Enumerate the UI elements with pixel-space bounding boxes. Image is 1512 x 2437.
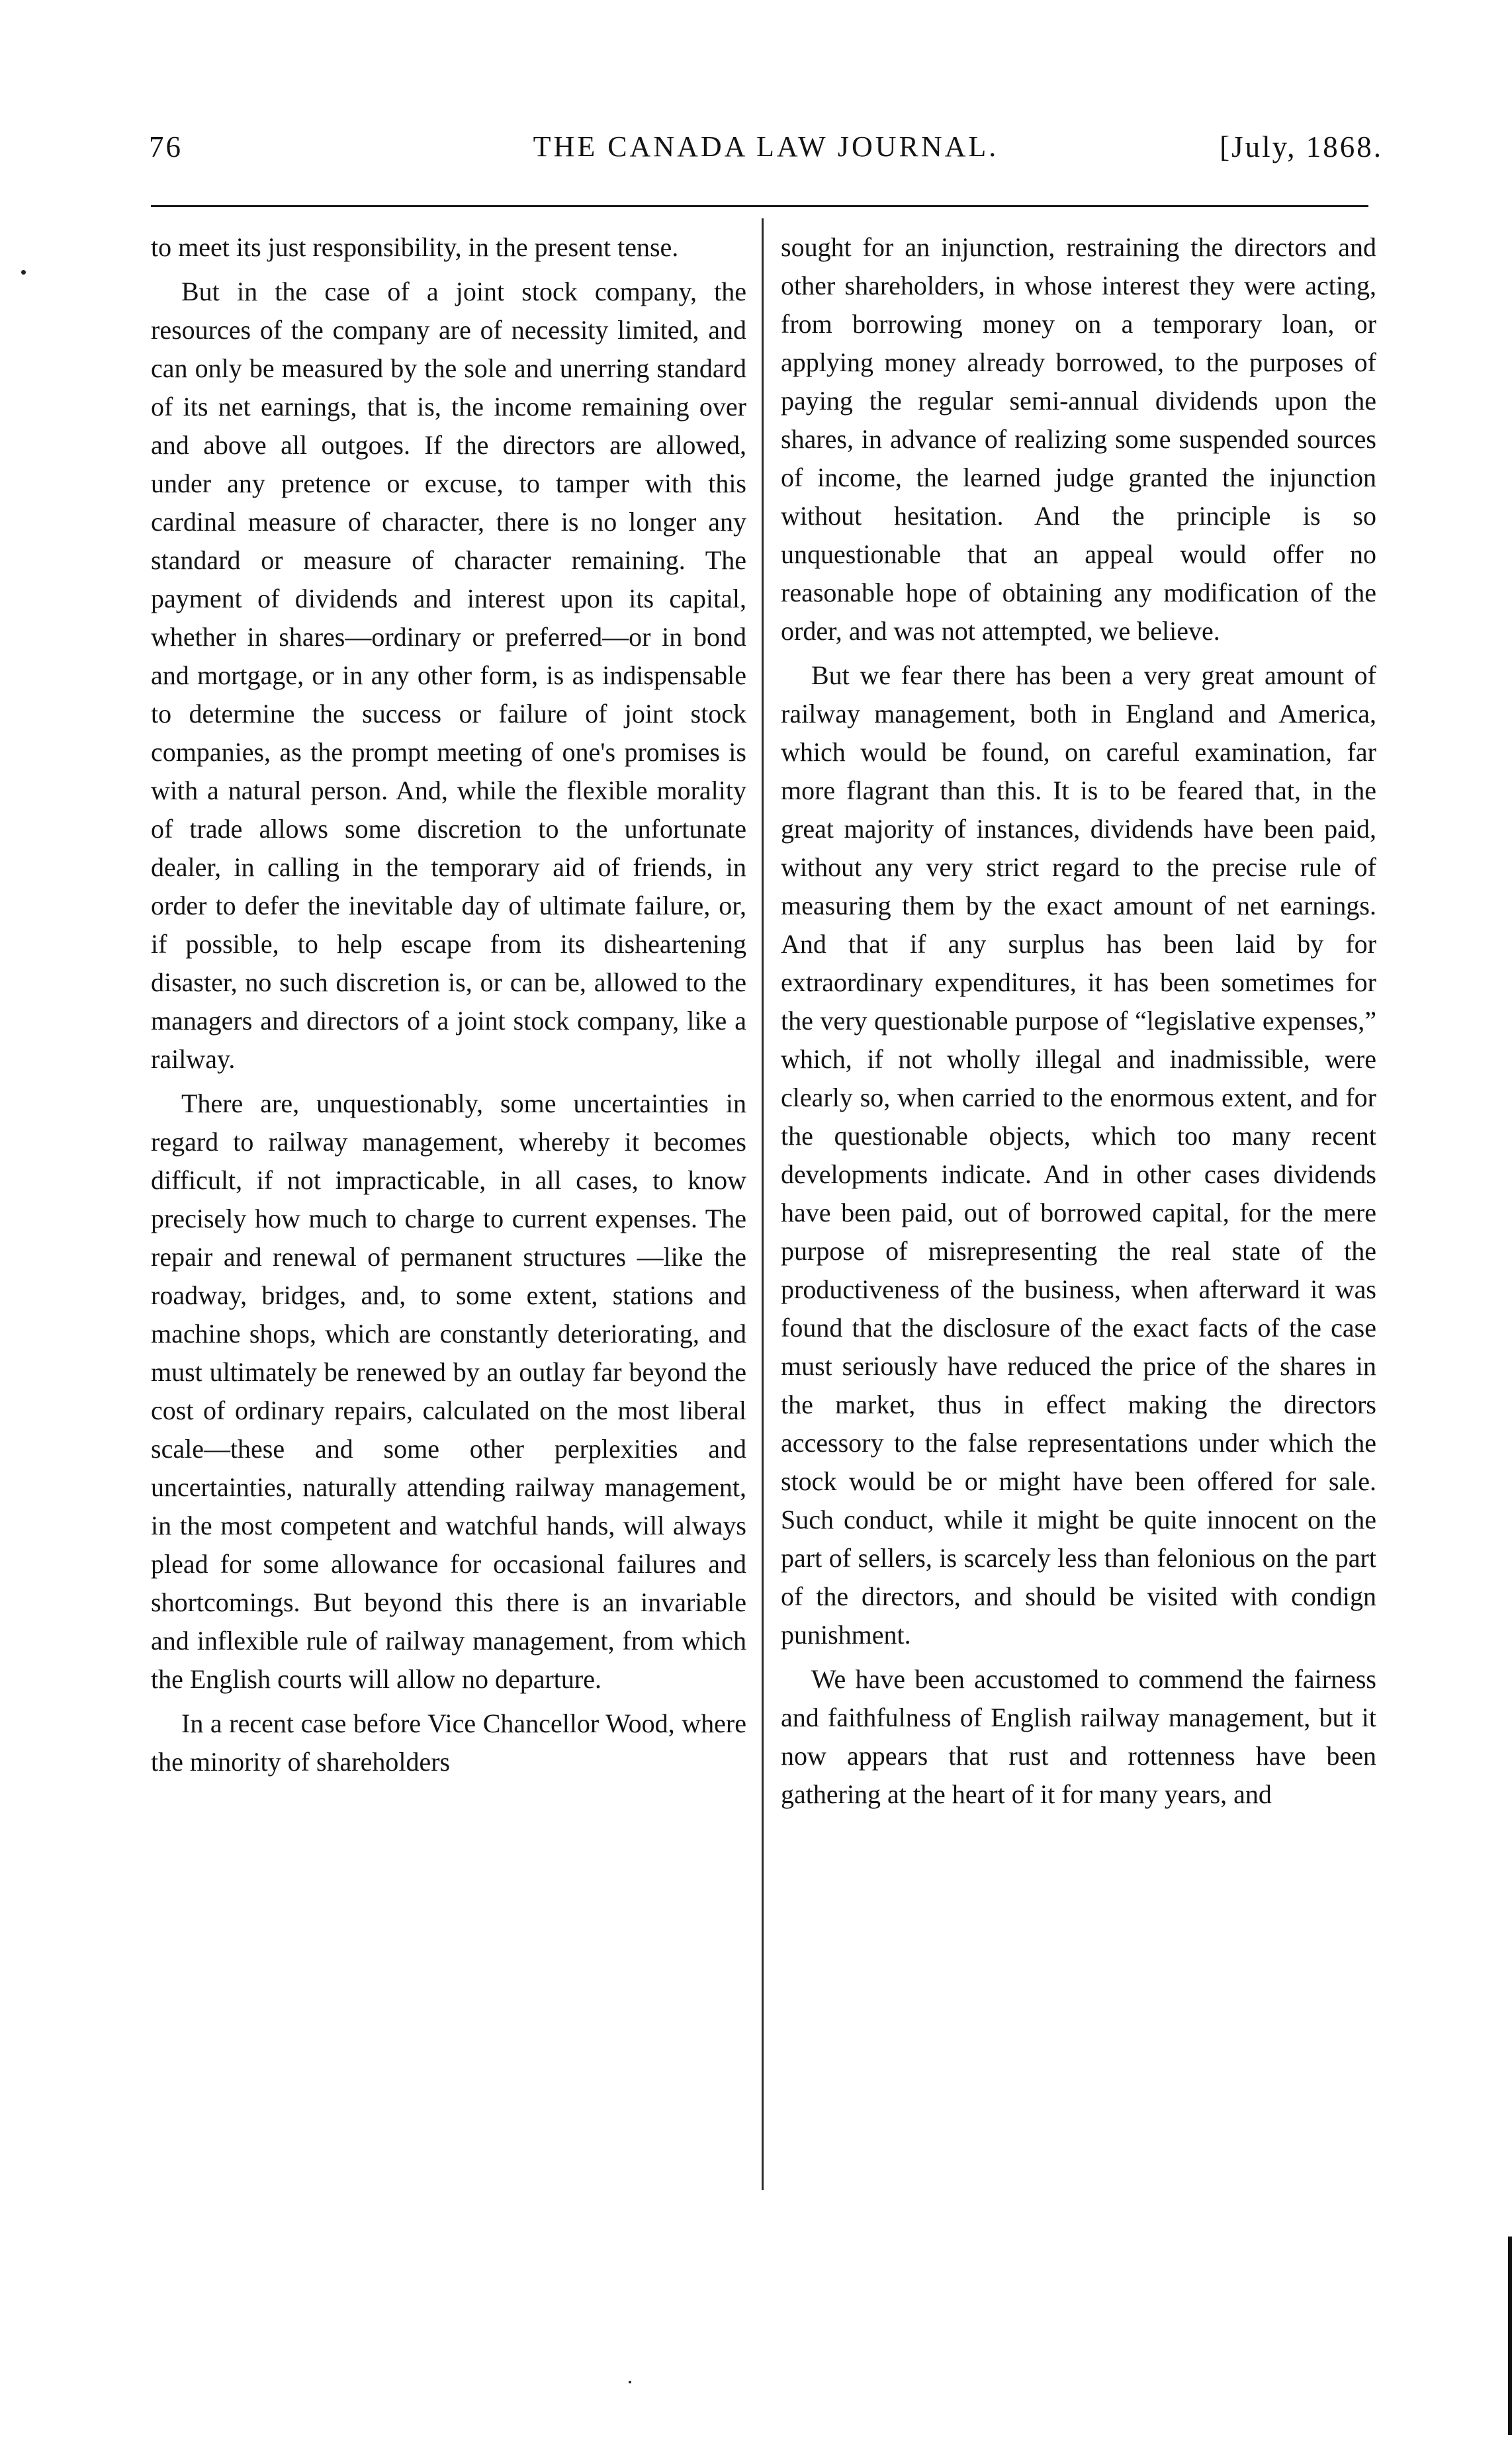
right-paragraph-1: sought for an injunction, restraining the directors and other shareholders, in whose interest they were acting, from borrowing money on a temporary loan, or applying money already borrowed, to the purposes of paying the regular semi-annual dividends upon the shares, in advance of realizing some suspended sources of income, the learned judge granted the injunction without hesitation. And the principle is so unquestionable that an appeal would offer no reasonable hope of obtaining any modification of the order, and was not attempted, we believe. [781,232,1376,646]
left-paragraph-1: to meet its just responsibility, in the present tense. [151,232,679,262]
page-number: 76 [149,130,183,163]
journal-title: THE CANADA LAW JOURNAL. [533,130,999,163]
left-paragraph-4: In a recent case before Vice Chancellor Wood, where the minority of shareholders [151,1708,746,1777]
right-paragraph-3: We have been accustomed to commend the fairness and faithfulness of English railway management, but it now appears that rust and rottenness have been gathering at the heart of it for many years, and [781,1664,1376,1809]
left-paragraph-3: There are, unquestionably, some uncertainties in regard to railway management, whereby it becomes difficult, if not impracticable, in all cases, to know precisely how much to charge to current expenses. The repair and renewal of permanent structures —like the roadway, bridges, and, to some extent, stations and machine shops, which are constantly deteriorating, and must ultimately be renewed by an outlay far beyond the cost of ordinary repairs, calculated on the most liberal scale—these and some other perplexities and uncertainties, naturally attending railway management, in the most competent and watchful hands, will always plead for some allowance for occasional failures and shortcomings. But beyond this there is an invariable and inflexible rule of railway management, from which the English courts will allow no departure. [151,1088,746,1694]
column-divider [762,218,764,2190]
print-speck [629,2381,631,2383]
right-column [781,228,1376,1820]
print-speck [21,270,26,275]
page-header [149,130,1383,176]
left-column [151,228,746,1787]
right-paragraph-2: But we fear there has been a very great amount of railway management, both in England and America, which would be found, on careful examination, far more flagrant than this. It is to be feared that, in the great majority of instances, dividends have been paid, without any very strict regard to the precise rule of measuring them by the exact amount of net earnings. And that if any surplus has been laid by for extraordinary expenditures, it has been sometimes for the very questionable purpose of “legislative expenses,” which, if not wholly illegal and inadmissible, were clearly so, when carried to the enormous extent, and for the questionable objects, which too many recent developments indicate. And in other cases dividends have been paid, out of borrowed capital, for the mere purpose of misrepresenting the real state of the productiveness of the business, when afterward it was found that the disclosure of the exact facts of the case must seriously have reduced the price of the shares in the market, thus in effect making the directors accessory to the false representations under which the stock would be or might have been offered for sale. Such conduct, while it might be quite innocent on the part of sellers, is scarcely less than felonious on the part of the directors, and should be visited with condign punishment. [781,660,1376,1650]
scan-edge-mark [1508,2237,1512,2435]
header-rule [151,205,1368,207]
left-paragraph-2: But in the case of a joint stock company, the resources of the company are of necessity limited, and can only be measured by the sole and unerring standard of its net earnings, that is, the income remaining over and above all outgoes. If the directors are allowed, under any pretence or excuse, to tamper with this cardinal measure of character, there is no longer any standard or measure of character remaining. The payment of dividends and interest upon its capital, whether in shares—ordinary or preferred—or in bond and mortgage, or in any other form, is as indispensable to determine the success or failure of joint stock companies, as the prompt meeting of one's promises is with a natural person. And, while the flexible morality of trade allows some discretion to the unfortunate dealer, in calling in the temporary aid of friends, in order to defer the inevitable day of ultimate failure, or, if possible, to help escape from its disheartening disaster, no such discretion is, or can be, allowed to the managers and directors of a joint stock company, like a railway. [151,277,746,1074]
issue-date: [July, 1868. [1220,130,1383,163]
